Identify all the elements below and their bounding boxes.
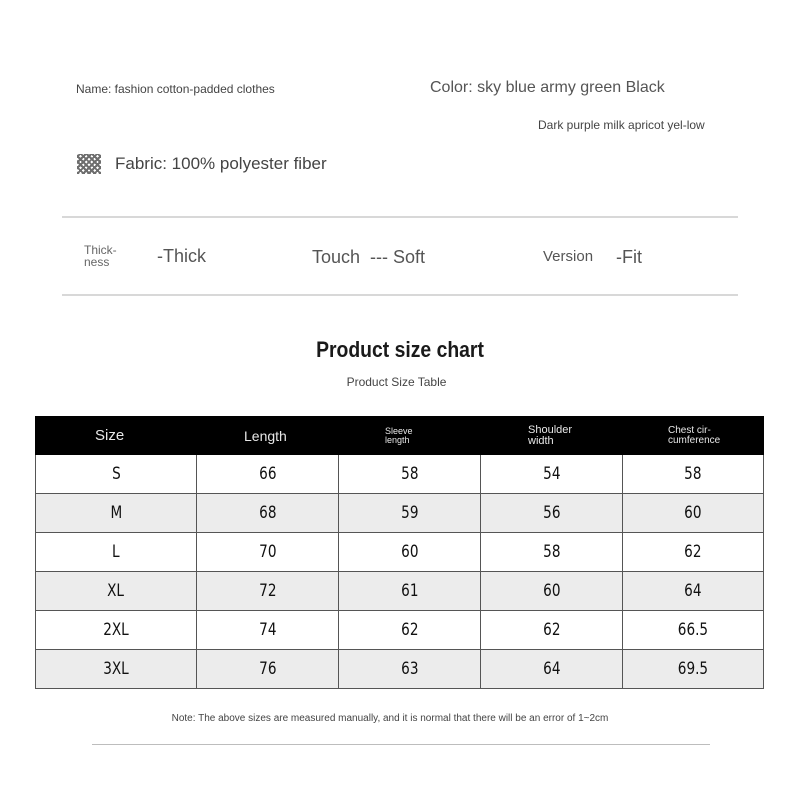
- divider-middle: [62, 294, 738, 296]
- product-colors-more: Dark purple milk apricot yel-low: [538, 118, 705, 132]
- cell-size: 2XL: [36, 611, 197, 650]
- measurement-note: Note: The above sizes are measured manually, and it is normal that there will be an error of 1~2cm: [171, 713, 609, 724]
- cell-shoulder-width: 56: [481, 494, 623, 533]
- cell-chest: 66.5: [623, 611, 764, 650]
- cell-size: L: [36, 533, 197, 572]
- version-value: -Fit: [616, 247, 642, 267]
- cell-chest: 69.5: [623, 650, 764, 689]
- product-fabric: Fabric: 100% polyester fiber: [115, 154, 327, 173]
- cell-size: 3XL: [36, 650, 197, 689]
- cell-sleeve-length: 62: [339, 611, 481, 650]
- header-size: Size: [36, 417, 197, 455]
- cell-size: XL: [36, 572, 197, 611]
- cell-chest: 64: [623, 572, 764, 611]
- touch-label: Touch: [312, 247, 361, 267]
- header-shoulder-width: Shoulder width: [481, 417, 623, 455]
- product-name: Name: fashion cotton-padded clothes: [76, 82, 275, 96]
- cell-sleeve-length: 63: [339, 650, 481, 689]
- cell-sleeve-length: 61: [339, 572, 481, 611]
- header-length: Length: [197, 417, 339, 455]
- size-chart-title: Product size chart: [316, 337, 484, 362]
- header-chest-circumference: Chest cir-cumference: [623, 417, 764, 455]
- version-label: Version: [543, 248, 594, 265]
- cell-length: 76: [197, 650, 339, 689]
- table-row: [36, 494, 764, 533]
- product-colors: Color: sky blue army green Black: [430, 79, 665, 96]
- cell-chest: 60: [623, 494, 764, 533]
- header-sleeve-length: Sleeve length: [339, 417, 481, 455]
- table-row: [36, 611, 764, 650]
- cell-sleeve-length: 59: [339, 494, 481, 533]
- cell-length: 68: [197, 494, 339, 533]
- cell-length: 70: [197, 533, 339, 572]
- cell-sleeve-length: 58: [339, 455, 481, 494]
- table-row: [36, 572, 764, 611]
- cell-sleeve-length: 60: [339, 533, 481, 572]
- thickness-label: Thick-ness: [84, 243, 117, 269]
- cell-shoulder-width: 62: [481, 611, 623, 650]
- cell-shoulder-width: 54: [481, 455, 623, 494]
- table-row: [36, 455, 764, 494]
- cell-length: 66: [197, 455, 339, 494]
- cell-chest: 58: [623, 455, 764, 494]
- table-row: [36, 533, 764, 572]
- cell-length: 72: [197, 572, 339, 611]
- cell-shoulder-width: 58: [481, 533, 623, 572]
- cell-chest: 62: [623, 533, 764, 572]
- fabric-icon: [77, 154, 101, 174]
- size-table: [35, 416, 764, 689]
- touch-value: --- Soft: [370, 247, 426, 267]
- divider-top: [62, 216, 738, 218]
- cell-size: S: [36, 455, 197, 494]
- cell-shoulder-width: 60: [481, 572, 623, 611]
- cell-size: M: [36, 494, 197, 533]
- size-table-header: [36, 417, 764, 455]
- table-row: [36, 650, 764, 689]
- cell-length: 74: [197, 611, 339, 650]
- thickness-value: -Thick: [157, 246, 206, 266]
- divider-bottom: [92, 744, 710, 745]
- cell-shoulder-width: 64: [481, 650, 623, 689]
- size-chart-subtitle: Product Size Table: [346, 375, 447, 389]
